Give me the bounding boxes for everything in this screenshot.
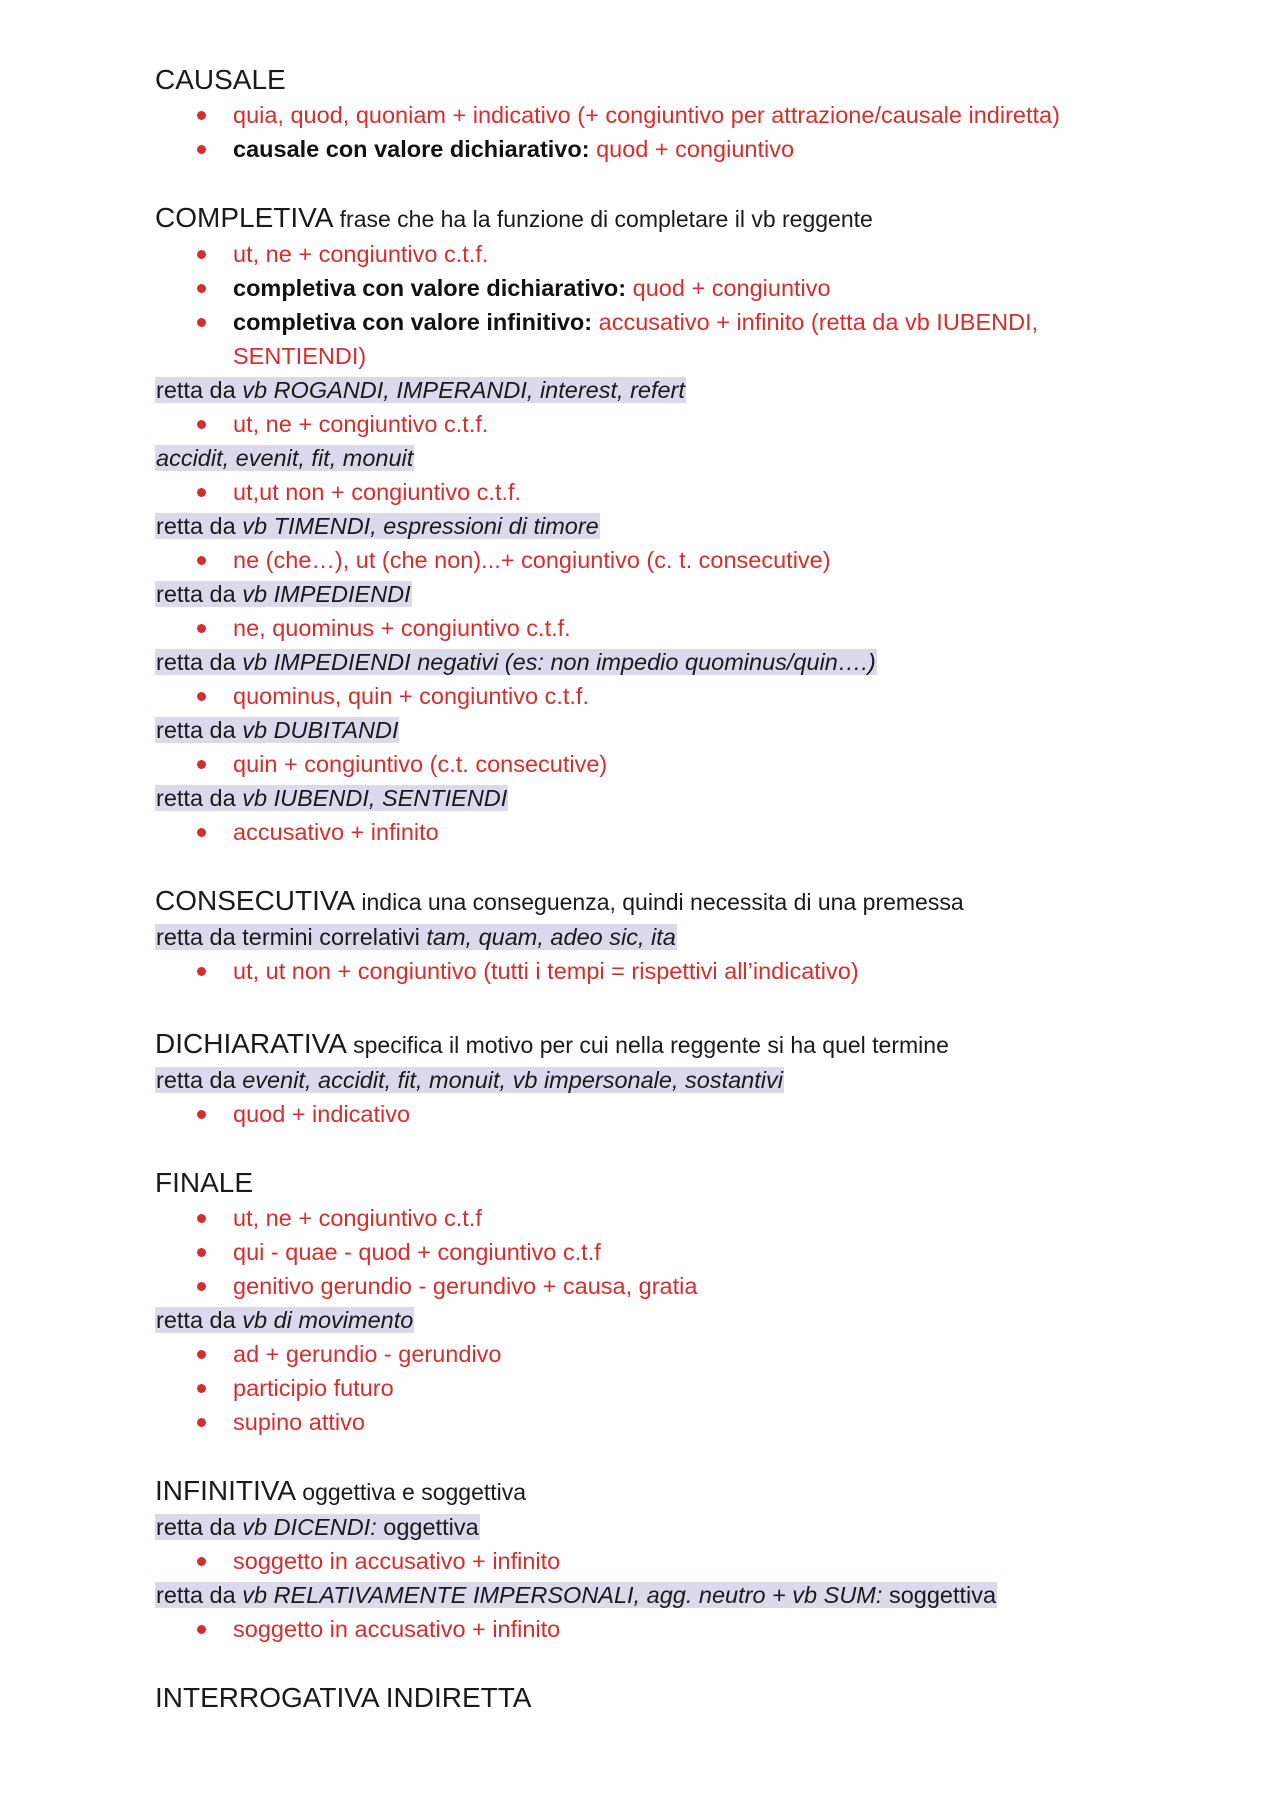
list-item: quod + indicativo [233,1097,1135,1131]
list-item: ad + gerundio - gerundivo [233,1337,1135,1371]
bullet-list [155,1544,1135,1578]
section-description: frase che ha la funzione di completare il vb reggente [339,206,873,232]
section-title: DICHIARATIVA specifica il motivo per cui nella reggente si ha quel termine [155,1028,949,1059]
list-item: soggetto in accusativo + infinito [233,1612,1135,1646]
governed-by-line: retta da vb IMPEDIENDI [156,581,411,607]
list-item: genitivo gerundio - gerundivo + causa, gratia [233,1269,1135,1303]
section-infinitiva [155,1473,1135,1646]
list-item: ut, ut non + congiuntivo (tutti i tempi = rispettivi all’indicativo) [233,954,1135,988]
document-page [155,62,1135,1716]
bullet-list [155,747,1135,781]
governed-by-line: retta da vb TIMENDI, espressioni di timore [156,513,599,539]
bullet-list [155,1097,1135,1131]
governed-by-line: retta da vb DUBITANDI [156,717,399,743]
bullet-list [155,1201,1135,1303]
governed-by-line: accidit, evenit, fit, monuit [156,445,414,471]
bullet-list [155,407,1135,441]
bullet-list [155,98,1135,166]
governed-by-line: retta da vb RELATIVAMENTE IMPERSONALI, agg. neutro + vb SUM: soggettiva [156,1582,997,1608]
list-item: soggetto in accusativo + infinito [233,1544,1135,1578]
bullet-list [155,543,1135,577]
section-dichiarativa [155,1026,1135,1131]
section-description: oggettiva e soggettiva [302,1479,527,1505]
list-item: completiva con valore infinitivo: accusativo + infinito (retta da vb IUBENDI, SENTIENDI) [233,305,1135,373]
governed-by-line: retta da evenit, accidit, fit, monuit, vb impersonale, sostantivi [156,1067,783,1093]
list-item: participio futuro [233,1371,1135,1405]
list-item: ut, ne + congiuntivo c.t.f [233,1201,1135,1235]
section-completiva [155,200,1135,849]
list-item: ut, ne + congiuntivo c.t.f. [233,237,1135,271]
governed-by-line: retta da termini correlativi tam, quam, adeo sic, ita [156,924,676,950]
list-item: qui - quae - quod + congiuntivo c.t.f [233,1235,1135,1269]
list-item: ne (che…), ut (che non)...+ congiuntivo (c. t. consecutive) [233,543,1135,577]
section-title: COMPLETIVA frase che ha la funzione di completare il vb reggente [155,202,873,233]
section-finale [155,1165,1135,1439]
governed-by-line: retta da vb IMPEDIENDI negativi (es: non impedio quominus/quin….) [156,649,876,675]
list-item: supino attivo [233,1405,1135,1439]
bullet-list [155,611,1135,645]
section-interrogativa-indiretta [155,1680,1135,1716]
section-title: INFINITIVA oggettiva e soggettiva [155,1475,527,1506]
section-description: indica una conseguenza, quindi necessita di una premessa [361,889,964,915]
section-title: CAUSALE [155,64,286,95]
list-item: causale con valore dichiarativo: quod + congiuntivo [233,132,1135,166]
governed-by-line: retta da vb ROGANDI, IMPERANDI, interest, refert [156,377,685,403]
bullet-list [155,237,1135,373]
list-item: ut,ut non + congiuntivo c.t.f. [233,475,1135,509]
list-item: completiva con valore dichiarativo: quod + congiuntivo [233,271,1135,305]
bullet-list [155,954,1135,988]
governed-by-line: retta da vb DICENDI: oggettiva [156,1514,479,1540]
bullet-list [155,1337,1135,1439]
section-description: specifica il motivo per cui nella reggente si ha quel termine [353,1032,949,1058]
list-item: ut, ne + congiuntivo c.t.f. [233,407,1135,441]
governed-by-line: retta da vb IUBENDI, SENTIENDI [156,785,508,811]
section-title: CONSECUTIVA indica una conseguenza, quindi necessita di una premessa [155,885,964,916]
section-causale [155,62,1135,166]
bullet-list [155,815,1135,849]
list-item: ne, quominus + congiuntivo c.t.f. [233,611,1135,645]
list-item: quominus, quin + congiuntivo c.t.f. [233,679,1135,713]
section-title: FINALE [155,1167,254,1198]
bullet-list [155,1612,1135,1646]
bullet-list [155,679,1135,713]
section-consecutiva [155,883,1135,988]
list-item: quia, quod, quoniam + indicativo (+ congiuntivo per attrazione/causale indiretta) [233,98,1135,132]
list-item: accusativo + infinito [233,815,1135,849]
section-title: INTERROGATIVA INDIRETTA [155,1682,532,1713]
list-item: quin + congiuntivo (c.t. consecutive) [233,747,1135,781]
governed-by-line: retta da vb di movimento [156,1307,414,1333]
bullet-list [155,475,1135,509]
